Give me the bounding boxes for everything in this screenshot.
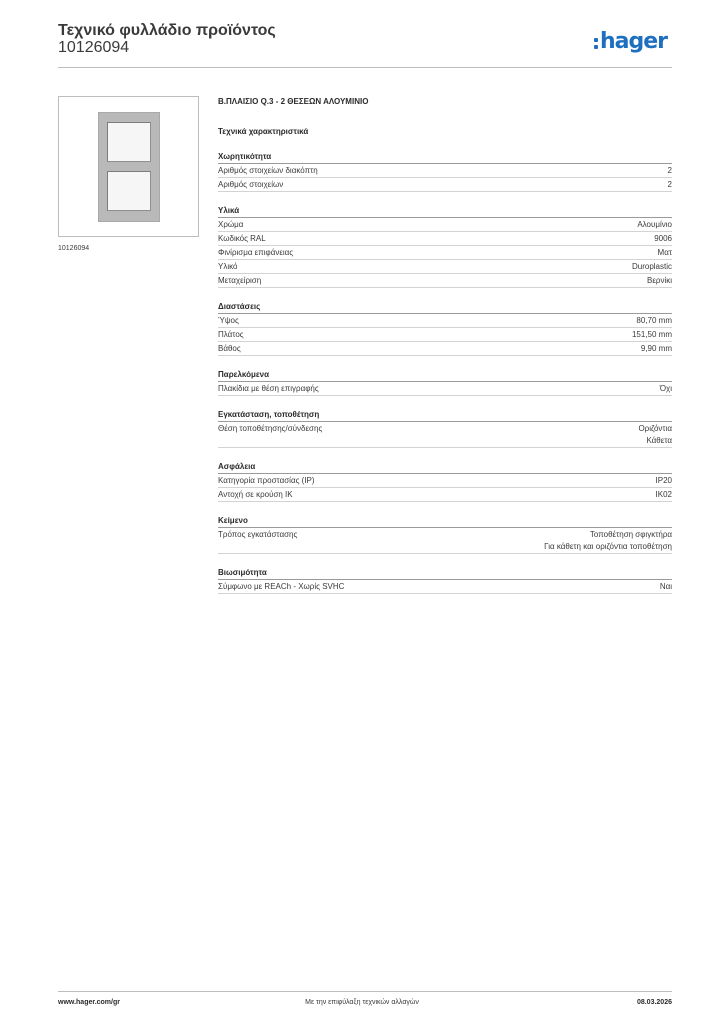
- spec-group: [218, 151, 672, 192]
- spec-row: [218, 314, 672, 328]
- spec-label: Πλακίδια με θέση επιγραφής: [218, 384, 319, 393]
- spec-row: [218, 382, 672, 396]
- spec-row: [218, 178, 672, 192]
- spec-group-title: Κείμενο: [218, 515, 672, 528]
- spec-label: Κατηγορία προστασίας (IP): [218, 476, 315, 485]
- document-title: Τεχνικό φυλλάδιο προϊόντος: [58, 22, 276, 39]
- spec-group-title: Ασφάλεια: [218, 461, 672, 474]
- image-caption: 10126094: [58, 245, 90, 252]
- spec-row: [218, 342, 672, 356]
- spec-groups: [218, 151, 672, 594]
- footer-date: 08.03.2026: [636, 999, 672, 1006]
- spec-row: [218, 260, 672, 274]
- spec-row: [218, 488, 672, 502]
- spec-label: Κωδικός RAL: [218, 234, 266, 243]
- spec-label: Βάθος: [218, 344, 241, 353]
- spec-value: Αλουμίνιο: [637, 220, 672, 229]
- spec-label: Σύμφωνο με REACh - Χωρίς SVHC: [218, 582, 345, 591]
- spec-value: Βερνίκι: [646, 276, 672, 285]
- spec-group: [218, 301, 672, 356]
- frame-opening-bottom: [107, 171, 151, 211]
- frame-opening-top: [107, 122, 151, 162]
- spec-value: Οριζόντια Κάθετα: [638, 424, 672, 445]
- spec-group: [218, 409, 672, 448]
- spec-group-title: Βιωσιμότητα: [218, 567, 672, 580]
- spec-value: IP20: [655, 476, 672, 485]
- spec-value: Ναι: [659, 582, 672, 591]
- spec-row: [218, 422, 672, 448]
- spec-label: Φινίρισμα επιφάνειας: [218, 248, 294, 257]
- spec-label: Πλάτος: [218, 330, 244, 339]
- footer-notice: Με την επιφύλαξη τεχνικών αλλαγών: [305, 999, 419, 1006]
- spec-group: [218, 567, 672, 594]
- spec-value: Duroplastic: [631, 262, 672, 271]
- frame-illustration: [98, 112, 160, 222]
- spec-label: Αριθμός στοιχείων διακόπτη: [218, 166, 318, 175]
- spec-label: Ύψος: [218, 316, 239, 325]
- spec-row: [218, 232, 672, 246]
- spec-label: Θέση τοποθέτησης/σύνδεσης: [218, 424, 323, 433]
- spec-value: Ματ: [657, 248, 672, 257]
- spec-value: 151,50 mm: [631, 330, 672, 339]
- spec-value: 80,70 mm: [636, 316, 672, 325]
- spec-row: [218, 474, 672, 488]
- spec-group: [218, 205, 672, 288]
- spec-group-title: Παρελκόμενα: [218, 369, 672, 382]
- spec-value: Όχι: [659, 384, 672, 393]
- spec-row: [218, 580, 672, 594]
- product-image: [58, 96, 199, 237]
- spec-row: [218, 164, 672, 178]
- spec-group-title: Διαστάσεις: [218, 301, 672, 314]
- spec-value: Τοποθέτηση σφιγκτήρα Για κάθετη και οριζόντια τοποθέτηση: [544, 530, 672, 551]
- spec-value: IK02: [655, 490, 672, 499]
- spec-row: [218, 328, 672, 342]
- spec-group-title: Χωρητικότητα: [218, 151, 672, 164]
- spec-row: [218, 274, 672, 288]
- spec-row: [218, 218, 672, 232]
- product-name: Β.ΠΛΑΙΣΙΟ Q.3 - 2 ΘΕΣΕΩΝ ΑΛΟΥΜΙΝΙΟ: [218, 97, 369, 106]
- spec-label: Υλικό: [218, 262, 238, 271]
- section-heading: Τεχνικά χαρακτηριστικά: [218, 127, 309, 136]
- spec-label: Μεταχείριση: [218, 276, 262, 285]
- product-code: 10126094: [58, 39, 130, 56]
- spec-group: [218, 515, 672, 554]
- spec-label: Αντοχή σε κρούση IK: [218, 490, 293, 499]
- spec-label: Αριθμός στοιχείων: [218, 180, 284, 189]
- header-divider: [58, 67, 672, 68]
- spec-group: [218, 369, 672, 396]
- spec-row: [218, 246, 672, 260]
- spec-label: Τρόπος εγκατάστασης: [218, 530, 298, 539]
- spec-value: 2: [667, 166, 672, 175]
- spec-value: 2: [667, 180, 672, 189]
- spec-value: 9,90 mm: [640, 344, 672, 353]
- logo-dots-icon: [594, 38, 598, 49]
- logo-wordmark: hager: [600, 29, 668, 54]
- hager-logo: [594, 27, 674, 57]
- spec-row: [218, 528, 672, 554]
- spec-content: [218, 96, 672, 594]
- spec-value: 9006: [654, 234, 672, 243]
- website-link[interactable]: www.hager.com/gr: [58, 999, 120, 1006]
- spec-label: Χρώμα: [218, 220, 244, 229]
- spec-group-title: Εγκατάσταση, τοποθέτηση: [218, 409, 672, 422]
- spec-group-title: Υλικά: [218, 205, 672, 218]
- footer-divider: [58, 991, 672, 992]
- spec-group: [218, 461, 672, 502]
